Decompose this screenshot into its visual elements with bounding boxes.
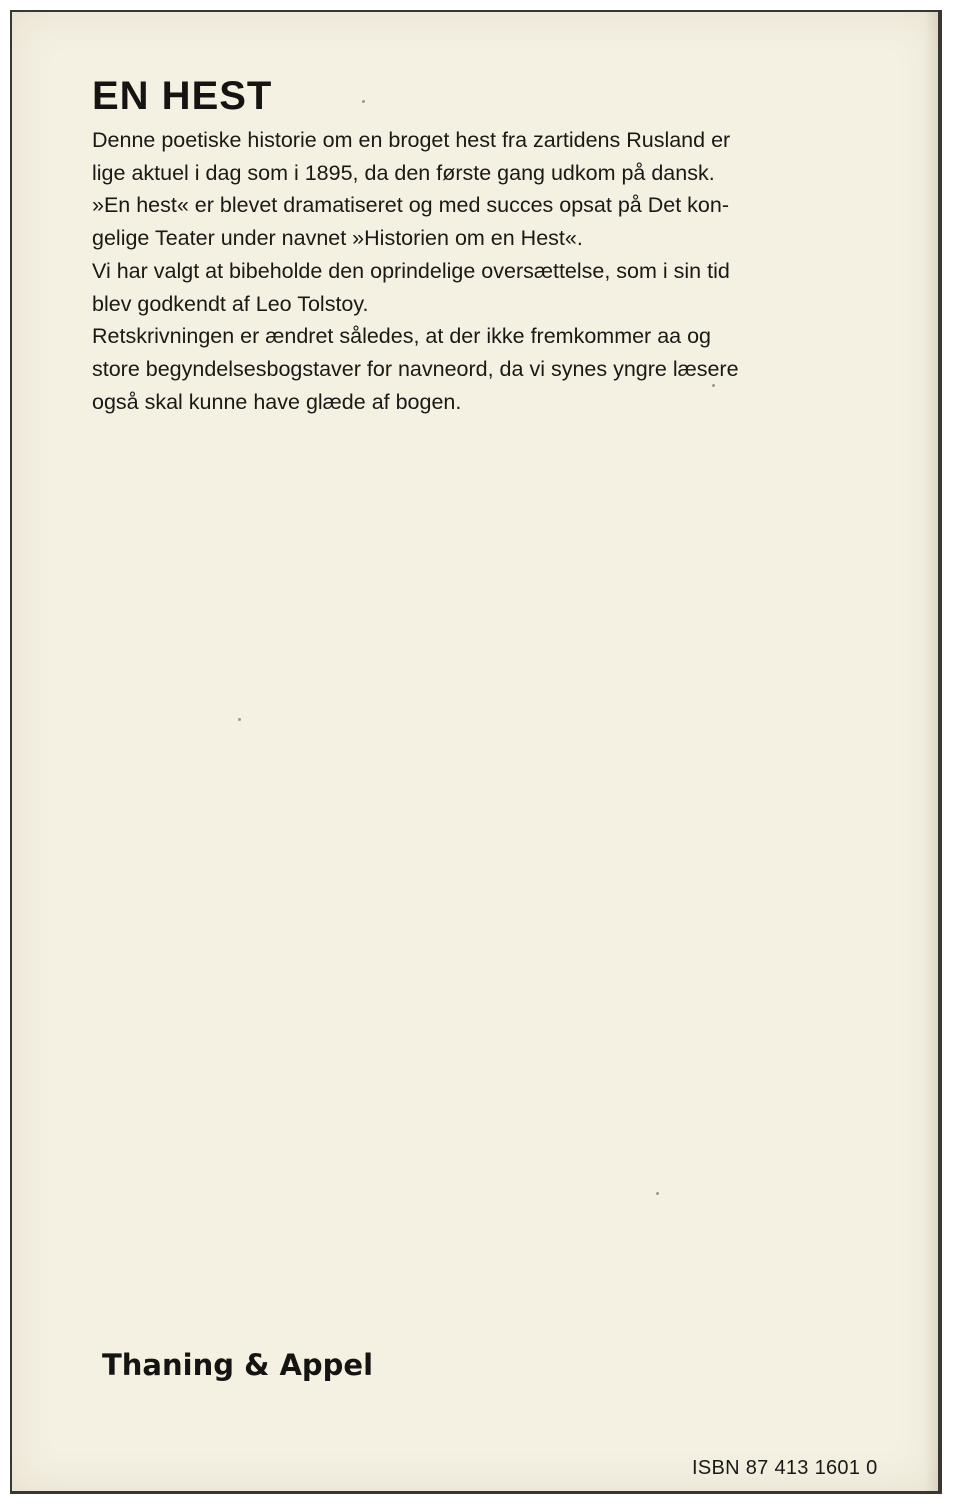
isbn-number: ISBN 87 413 1601 0 xyxy=(692,1457,878,1479)
blurb-line: også skal kunne have glæde af bogen. xyxy=(92,389,462,414)
blurb-line: lige aktuel i dag som i 1895, da den første gang udkom på dansk. xyxy=(92,160,715,185)
blurb-line: store begyndelsesbogstaver for navneord, da vi synes yngre læsere xyxy=(92,356,739,381)
paper-speck xyxy=(712,384,715,387)
cover-edge-shadow xyxy=(924,12,938,1491)
paper-speck xyxy=(238,718,241,721)
blurb-line: blev godkendt af Leo Tolstoy. xyxy=(92,291,369,316)
publisher-name: Thaning & Appel xyxy=(102,1348,374,1382)
blurb-line: gelige Teater under navnet »Historien om en Hest«. xyxy=(92,226,583,251)
blurb-line: Retskrivningen er ændret således, at der ikke fremkommer aa og xyxy=(92,324,711,349)
blurb-line: Vi har valgt at bibeholde den oprindelige oversættelse, som i sin tid xyxy=(92,258,730,283)
cover-blurb xyxy=(92,124,832,418)
blurb-line: »En hest« er blevet dramatiseret og med succes opsat på Det kon- xyxy=(92,193,729,218)
book-title: EN HEST xyxy=(92,74,273,118)
paper-speck xyxy=(362,100,365,103)
book-back-cover xyxy=(10,10,942,1494)
blurb-line: Denne poetiske historie om en broget hest fra zartidens Rusland er xyxy=(92,128,731,152)
paper-speck xyxy=(656,1192,659,1195)
